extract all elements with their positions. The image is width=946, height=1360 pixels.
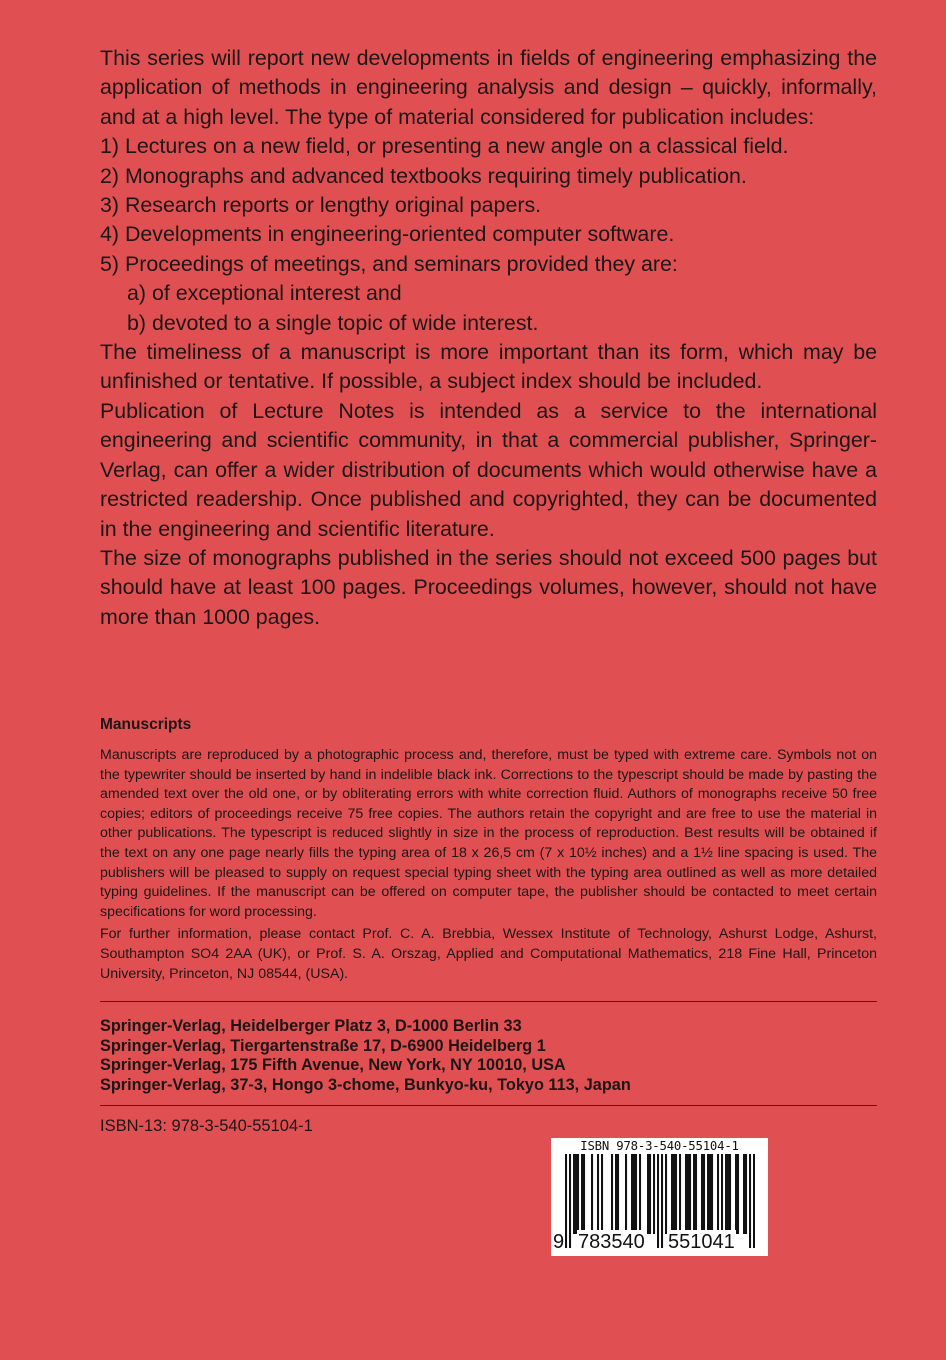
series-description <box>100 44 877 632</box>
timeliness-paragraph: The timeliness of a manuscript is more important than its form, which may be unfinished or tentative. If possible, a subject index should be included. <box>100 340 877 394</box>
barcode-bar <box>729 1154 731 1234</box>
barcode-bar <box>583 1154 585 1234</box>
barcode-bar <box>639 1154 641 1234</box>
barcode-bar <box>737 1154 739 1234</box>
barcode-bar <box>685 1154 687 1234</box>
barcode-bar <box>673 1154 675 1234</box>
barcode-bar <box>703 1154 705 1234</box>
barcode-bar <box>577 1154 579 1234</box>
barcode-bar <box>611 1154 613 1234</box>
isbn-barcode <box>551 1138 768 1256</box>
barcode-bar <box>665 1154 667 1234</box>
barcode-bar <box>687 1154 689 1234</box>
address-berlin: Springer-Verlag, Heidelberger Platz 3, D-1000 Berlin 33 <box>100 1017 522 1035</box>
barcode-bar <box>649 1154 651 1234</box>
barcode-lead-digit: 9 <box>553 1231 565 1253</box>
manuscripts-instructions: Manuscripts are reproduced by a photographic process and, therefore, must be typed with extreme care. Symbols not on the typewriter should be inserted by hand in indelible black ink. Corrections to the typescript should be made by pasting the amended text over the old one, or by obliterating errors with white correction fluid. Authors of monographs receive 50 free copies; editors of proceedings receive 75 free copies. The authors retain the copyright and are free to use the material in other publications. The typescript is reduced slightly in size in the process of reproduction. Best results will be obtained if the text on any one page nearly fills the typing area of 18 x 26,5 cm (7 x 10½ inches) and a 1½ line spacing is used. The publishers will be pleased to supply on request special typing sheet with the typing area outlined as well as more detailed typing guidelines. If the manuscript can be offered on computer tape, the publisher should be contacted to meet certain specifications for word processing. <box>100 747 877 920</box>
intro-paragraph: This series will report new developments in fields of engineering emphasizing the application of methods in engineering analysis and design – quickly, informally, and at a high level. The type of material considered for publication includes: <box>100 46 877 129</box>
list-item-5: 5) Proceedings of meetings, and seminars provided they are: <box>100 251 678 276</box>
barcode-bar <box>653 1154 655 1234</box>
barcode-isbn-text: ISBN 978-3-540-55104-1 <box>580 1139 739 1153</box>
barcode-bar <box>633 1154 635 1234</box>
barcode-bar <box>591 1154 593 1234</box>
barcode-bar <box>625 1154 627 1234</box>
address-new-york: Springer-Verlag, 175 Fifth Avenue, New York, NY 10010, USA <box>100 1056 566 1075</box>
barcode-bar <box>575 1154 577 1234</box>
sub-item-a: a) of exceptional interest and <box>127 281 402 306</box>
list-item-1: 1) Lectures on a new field, or presenting a new angle on a classical field. <box>100 134 789 159</box>
list-item-3: 3) Research reports or lengthy original papers. <box>100 193 542 218</box>
manuscripts-heading: Manuscripts <box>100 716 192 733</box>
address-heidelberg: Springer-Verlag, Tiergartenstraße 17, D-6900 Heidelberg 1 <box>100 1036 546 1055</box>
barcode-bar <box>701 1154 703 1234</box>
barcode-bar <box>635 1154 637 1234</box>
barcode-bar <box>689 1154 691 1234</box>
barcode-bar <box>671 1154 673 1234</box>
barcode-bar <box>573 1154 575 1234</box>
barcode-digits <box>551 1230 768 1254</box>
barcode-bar <box>709 1154 711 1234</box>
barcode-bar <box>695 1154 697 1234</box>
list-item-2: 2) Monographs and advanced textbooks requiring timely publication. <box>100 163 747 188</box>
address-tokyo: Springer-Verlag, 37-3, Hongo 3-chome, Bunkyo-ku, Tokyo 113, Japan <box>100 1075 631 1094</box>
barcode-bar <box>679 1154 681 1234</box>
manuscripts-section <box>100 714 877 987</box>
barcode-bar <box>647 1154 649 1234</box>
barcode-left-digits: 783540 <box>578 1231 645 1253</box>
barcode-bar <box>693 1154 695 1234</box>
divider-bottom <box>100 1105 877 1106</box>
barcode-bar <box>597 1154 599 1234</box>
barcode-bar <box>615 1154 617 1234</box>
barcode-bar <box>725 1154 727 1234</box>
barcode-right-digits: 551041 <box>668 1231 735 1253</box>
barcode-bar <box>617 1154 619 1234</box>
publication-paragraph: Publication of Lecture Notes is intended as a service to the international engineering and scientific community, in that a commercial publisher, Springer-Verlag, can offer a wider distribution of documents which would otherwise have a restricted readership. Once published and copyrighted, they can be documented in the engineering and scientific literature. <box>100 398 877 541</box>
barcode-bar <box>745 1154 747 1234</box>
divider-top <box>100 1001 877 1002</box>
barcode-bar <box>581 1154 583 1234</box>
size-paragraph: The size of monographs published in the series should not exceed 500 pages but should have at least 100 pages. Proceedings volumes, however, should not have more than 1000 pages. <box>100 545 877 629</box>
barcode-bar <box>735 1154 737 1234</box>
barcode-bar <box>707 1154 709 1234</box>
barcode-bar <box>721 1154 723 1234</box>
barcode-bar <box>743 1154 745 1234</box>
barcode-bar <box>727 1154 729 1234</box>
sub-item-b: b) devoted to a single topic of wide interest. <box>127 310 539 335</box>
publisher-addresses <box>100 1017 877 1095</box>
barcode-bar <box>717 1154 719 1234</box>
list-item-4: 4) Developments in engineering-oriented computer software. <box>100 222 675 247</box>
barcode-bar <box>601 1154 603 1234</box>
contact-information: For further information, please contact Prof. C. A. Brebbia, Wessex Institute of Technology, Ashurst Lodge, Ashurst, Southampton SO4 2AA (UK), or Prof. S. A. Orszag, Applied and Computational Mathematics, 218 Fine Hall, Princeton University, Princeton, NJ 08544, (USA). <box>100 926 877 982</box>
barcode-bar <box>631 1154 633 1234</box>
barcode-bar <box>711 1154 713 1234</box>
barcode-bar <box>675 1154 677 1234</box>
isbn-label: ISBN-13: 978-3-540-55104-1 <box>100 1117 313 1135</box>
